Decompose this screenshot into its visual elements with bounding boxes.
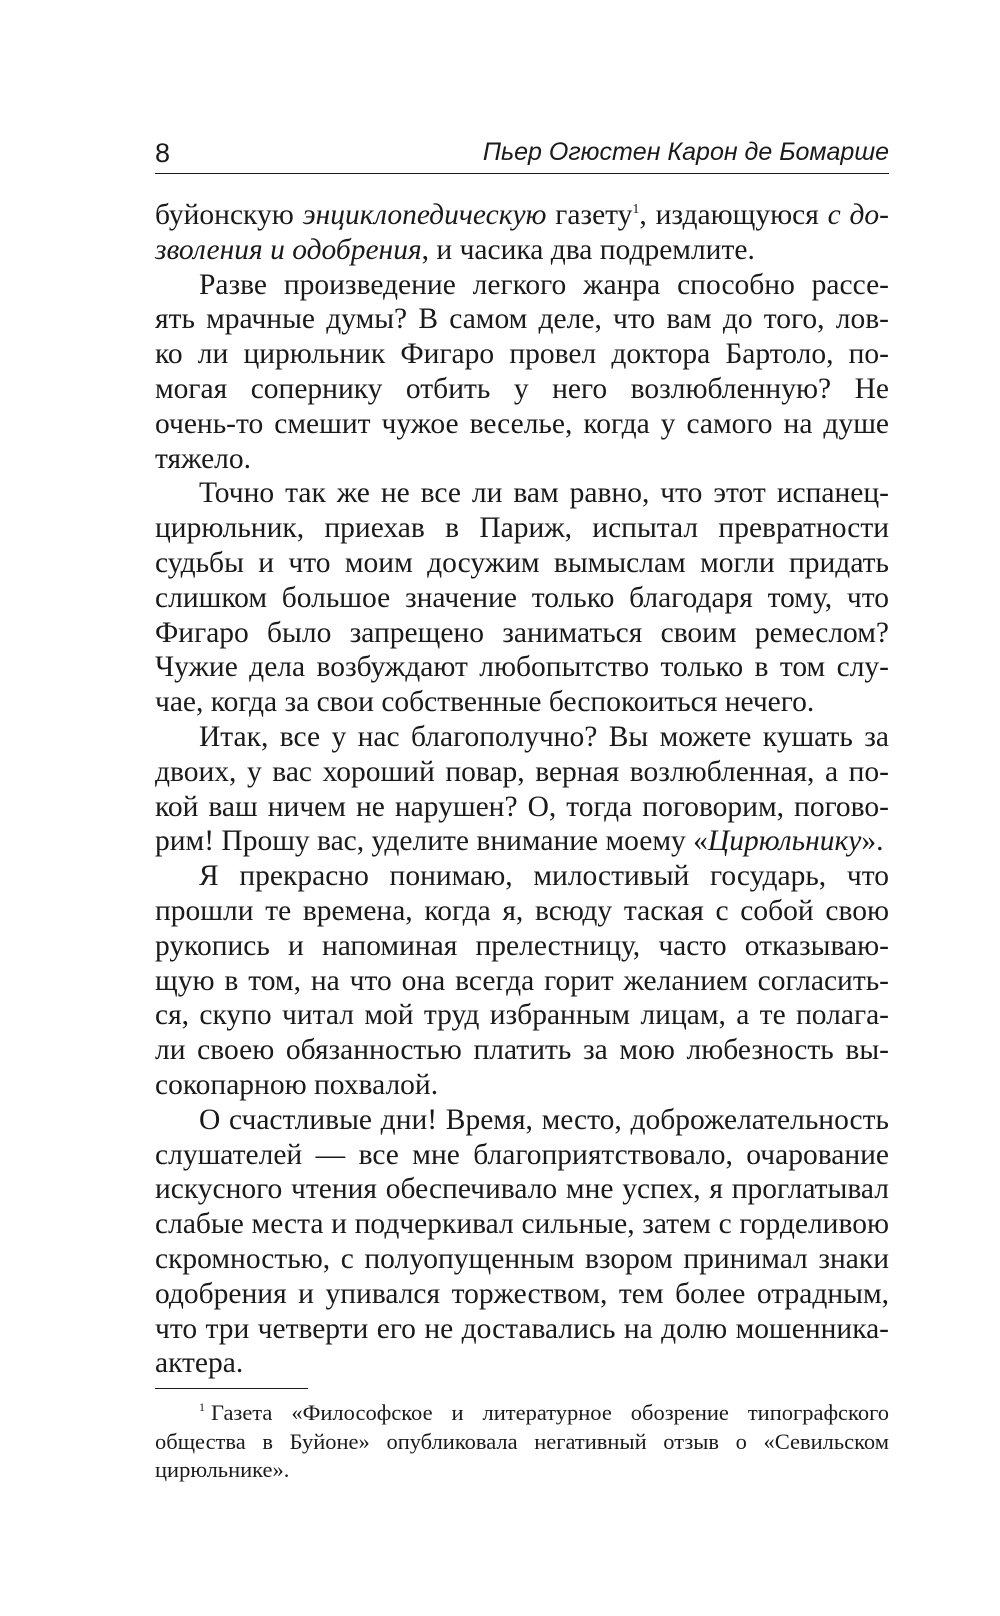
text-segment: ко ли цирюльник Фигаро провел доктора Бартоло, по- (155, 338, 889, 371)
text-segment: буйонскую (155, 199, 303, 231)
text-line (155, 476, 889, 511)
text-segment: сокопарною похвалой. (155, 1068, 439, 1101)
text-segment: , и часика два подремлите. (421, 233, 755, 266)
page-header (155, 136, 889, 176)
italic-text: зволения и одобрения (155, 233, 422, 266)
text-line (155, 1138, 889, 1173)
paragraph (155, 859, 889, 1103)
text-segment: ли своею обязанностью платить за мою любезность вы- (155, 1034, 889, 1067)
text-line (155, 755, 889, 790)
text-line (155, 616, 889, 651)
text-line (155, 859, 889, 894)
footnote-separator (155, 1388, 308, 1389)
text-segment: газету (546, 199, 633, 231)
text-segment: щую в том, на что она всегда горит желанием согласить- (155, 964, 889, 997)
text-line (155, 720, 889, 755)
paragraph (155, 476, 889, 720)
text-line (155, 337, 889, 372)
text-segment: судьбы и что моим досужим вымыслам могли придать (155, 546, 889, 579)
footnote-text: общества в Буйоне» опубликовала негативный отзыв о «Севильском (155, 1428, 889, 1454)
text-line (155, 1346, 889, 1381)
text-line (155, 998, 889, 1033)
running-title: Пьер Огюстен Карон де Бомарше (482, 138, 889, 166)
footnote (155, 1399, 889, 1485)
text-line (155, 824, 889, 859)
text-segment: двоих, у вас хороший повар, верная возлюбленная, а по- (155, 755, 889, 788)
body-text (155, 198, 889, 1381)
text-line (155, 581, 889, 616)
footnote-text: цирюльнике». (155, 1457, 290, 1482)
text-line (155, 268, 889, 303)
text-segment: прошли те времена, когда я, всюду таская с собой свою (155, 894, 889, 927)
text-line (155, 372, 889, 407)
text-line (155, 1207, 889, 1242)
footnote-line (155, 1456, 889, 1485)
text-line (155, 1103, 889, 1138)
text-segment: искусного чтения обеспечивало мне успех, я проглатывал (155, 1173, 889, 1206)
text-segment: слишком большое значение только благодаря тому, что (155, 581, 889, 614)
footnote-reference[interactable]: 1 (632, 202, 640, 217)
text-segment: ять мрачные думы? В самом деле, что вам до того, лов- (155, 303, 889, 336)
text-segment: слабые места и подчеркивал сильные, затем с горделивою (155, 1208, 889, 1241)
text-segment: Фигаро было запрещено заниматься своим ремеслом? (155, 616, 889, 649)
text-segment: Итак, все у нас благополучно? Вы можете кушать за (199, 720, 889, 753)
text-line (155, 1068, 889, 1103)
text-line (155, 1277, 889, 1312)
page-number: 8 (155, 138, 171, 168)
text-segment: одобрения и упивался торжеством, тем более отрадным, (155, 1277, 889, 1310)
italic-text: энциклопедическую (302, 199, 547, 231)
text-segment: Разве произведение легкого жанра способно рассе- (199, 268, 889, 301)
text-segment: кой ваш ничем не нарушен? О, тогда поговорим, погово- (155, 790, 889, 823)
text-line (155, 685, 889, 720)
footnote-line (155, 1428, 889, 1457)
text-segment: О счастливые дни! Время, место, доброжелательность (199, 1103, 889, 1136)
paragraph (155, 268, 889, 477)
text-line (155, 1242, 889, 1277)
text-segment: цирюльник, приехав в Париж, испытал превратности (155, 512, 889, 545)
text-line (155, 790, 889, 825)
text-line (155, 1172, 889, 1207)
text-line (155, 302, 889, 337)
italic-text: Цирюльнику (707, 825, 862, 858)
text-line (155, 894, 889, 929)
paragraph (155, 720, 889, 859)
footnote-text: Газета «Философское и литературное обозрение типографского (211, 1400, 889, 1425)
text-segment: очень-то смешит чужое веселье, когда у самого на душе (155, 407, 889, 440)
text-segment: ся, скупо читал мой труд избранным лицам, а те полага- (155, 999, 889, 1032)
footnote-line (155, 1399, 889, 1428)
text-segment: рукопись и напоминая прелестницу, часто отказываю- (155, 929, 889, 962)
text-line (155, 511, 889, 546)
paragraph (155, 198, 889, 268)
text-segment: Чужие дела возбуждают любопытство только в том слу- (155, 651, 889, 684)
text-line (155, 198, 889, 233)
text-segment: слушателей — все мне благоприятствовало, очарование (155, 1138, 889, 1171)
text-segment: Точно так же не все ли вам равно, что этот испанец- (199, 477, 889, 510)
text-line (155, 407, 889, 442)
paragraph (155, 1103, 889, 1381)
text-line (155, 546, 889, 581)
text-segment: чае, когда за свои собственные беспокоиться нечего. (155, 686, 815, 719)
header-rule (155, 173, 889, 174)
text-line (155, 1312, 889, 1347)
text-segment: актера. (155, 1347, 244, 1380)
text-segment: что три четверти его не доставались на долю мошенника- (155, 1312, 889, 1345)
text-segment: ». (861, 825, 884, 858)
text-segment: Я прекрасно понимаю, милостивый государь, что (199, 860, 889, 893)
text-line (155, 964, 889, 999)
text-line (155, 442, 889, 477)
footnote-marker: 1 (199, 1400, 205, 1414)
text-line (155, 233, 889, 268)
text-line (155, 650, 889, 685)
text-segment: рим! Прошу вас, уделите внимание моему « (155, 825, 708, 858)
text-segment: могая сопернику отбить у него возлюбленную? Не (155, 372, 889, 405)
text-segment: , издающуюся (639, 199, 828, 231)
italic-text: с до- (827, 199, 889, 231)
text-line (155, 1033, 889, 1068)
text-line (155, 929, 889, 964)
text-segment: скромностью, с полуопущенным взором принимал знаки (155, 1242, 889, 1275)
text-segment: тяжело. (155, 442, 252, 475)
